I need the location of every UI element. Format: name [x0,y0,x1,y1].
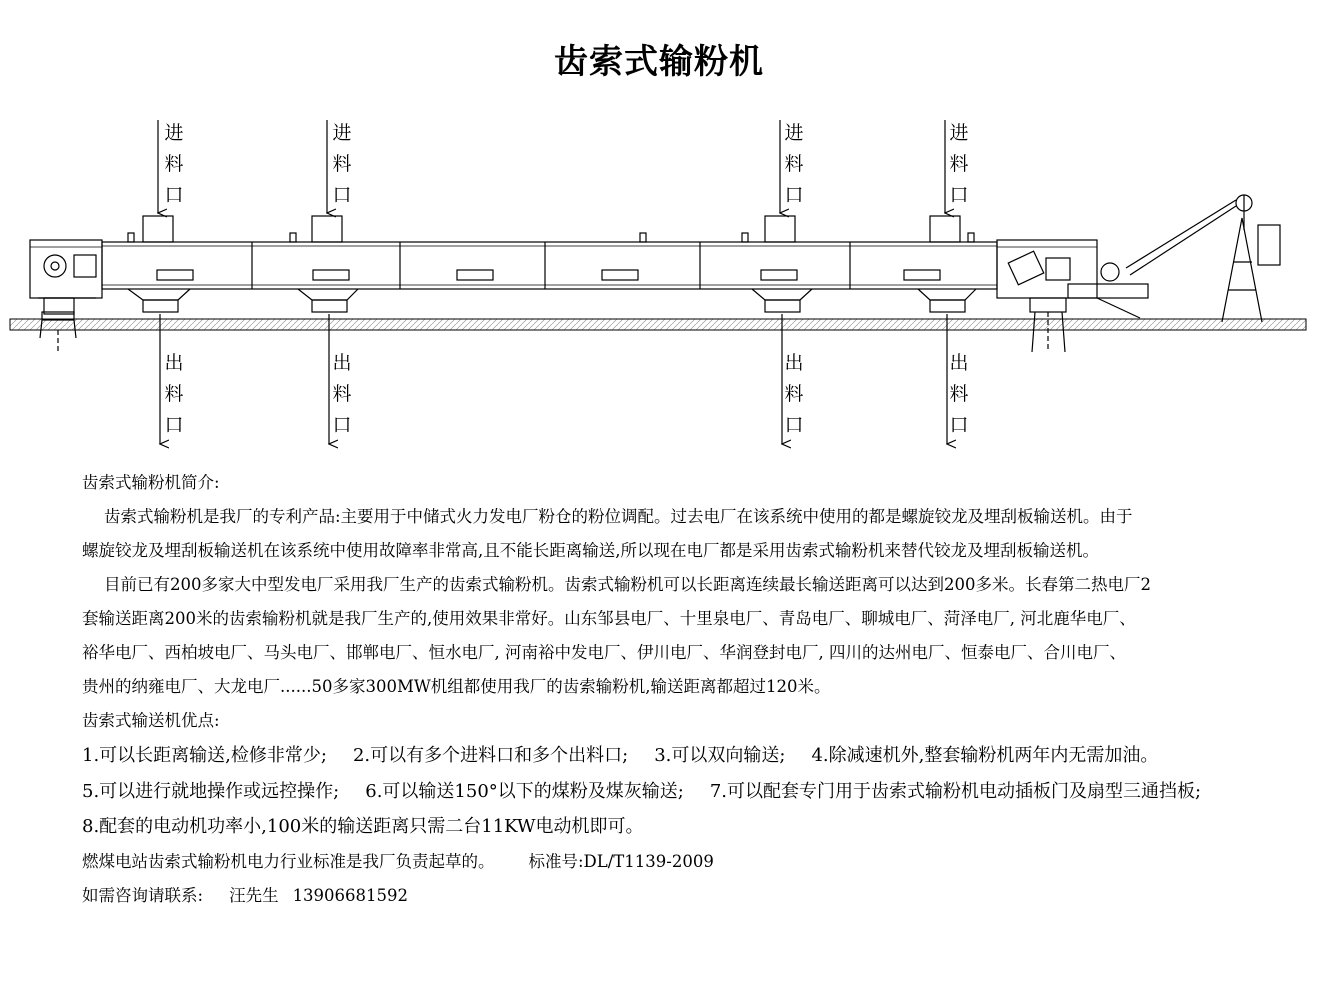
advantage-item: 4.除减速机外,整套输粉机两年内无需加油。 [811,745,1159,766]
intro-paragraph-1-line-1: 齿索式输粉机是我厂的专利产品:主要用于中储式火力发电厂粉仓的粉位调配。过去电厂在该系统中使用的都是螺旋铰龙及埋刮板输送机。由于 [104,507,1133,526]
outlet-hoppers [128,289,976,312]
conveyor-drawing [0,0,1318,460]
floor-slab [10,319,1306,330]
contact-line [82,879,1262,913]
standard-number: 标准号:DL/T1139-2009 [528,851,714,871]
outlet-label: 出料口 [332,352,352,436]
contact-label: 如需咨询请联系: [82,885,204,905]
inlet-arrows [158,120,945,213]
outlet-label: 出料口 [164,352,184,436]
advantages-line-2 [82,774,1262,810]
advantage-item: 5.可以进行就地操作或远控操作; [82,780,340,802]
tension-frame [1126,195,1280,322]
intro-heading: 齿索式输粉机简介: [82,473,220,492]
intro-paragraph-2-line-3: 裕华电厂、西柏坡电厂、马头电厂、邯郸电厂、恒水电厂, 河南裕中发电厂、伊川电厂、华润登封电厂, 四川的达州电厂、恒泰电厂、合川电厂、 [82,643,1126,662]
description-text [82,466,1262,913]
inlet-label: 进料口 [949,122,969,206]
contact-name: 汪先生 [229,885,279,905]
outlet-arrows [160,314,947,444]
intro-paragraph-2-line-4: 贵州的纳雍电厂、大龙电厂......50多家300MW机组都使用我厂的齿索输粉机,输送距离都超过120米。 [82,677,831,696]
conveyor-casing [102,233,997,289]
advantages-heading: 齿索式输送机优点: [82,711,220,730]
intro-paragraph-2-line-1: 目前已有200多家大中型发电厂采用我厂生产的齿索式输粉机。齿索式输粉机可以长距离连续最长输送距离可以达到200多米。长春第二热电厂2 [104,575,1151,594]
inlet-label: 进料口 [784,122,804,206]
advantages-line-1 [82,738,1262,774]
contact-phone: 13906681592 [292,885,409,905]
inlet-label: 进料口 [332,122,352,206]
advantage-item: 3.可以双向输送; [654,745,786,766]
advantage-item: 2.可以有多个进料口和多个出料口; [352,745,629,766]
inlet-stubs [143,216,960,242]
page-title: 齿索式输粉机 [554,42,764,82]
intro-paragraph-1-line-2: 螺旋铰龙及埋刮板输送机在该系统中使用故障率非常高,且不能长距离输送,所以现在电厂都是采用齿索式输粉机来替代铰龙及埋刮板输送机。 [82,541,1099,560]
advantage-item: 7.可以配套专门用于齿索式输粉机电动插板门及扇型三通挡板; [709,780,1202,802]
standard-line [82,845,1262,879]
advantages-line-3: 8.配套的电动机功率小,100米的输送距离只需二台11KW电动机即可。 [82,816,644,837]
advantage-item: 1.可以长距离输送,检修非常少; [82,745,327,766]
outlet-label: 出料口 [949,352,969,436]
right-drive-head [997,240,1148,352]
left-drive-head [30,240,102,352]
advantage-item: 6.可以输送150°以下的煤粉及煤灰输送; [365,780,684,802]
intro-paragraph-2-line-2: 套输送距离200米的齿索输粉机就是我厂生产的,使用效果非常好。山东邹县电厂、十里泉电厂、青岛电厂、聊城电厂、菏泽电厂, 河北鹿华电厂、 [82,609,1136,628]
standard-text: 燃煤电站齿索式输粉机电力行业标准是我厂负责起草的。 [82,851,495,871]
outlet-label: 出料口 [784,352,804,436]
inlet-label: 进料口 [164,122,184,206]
